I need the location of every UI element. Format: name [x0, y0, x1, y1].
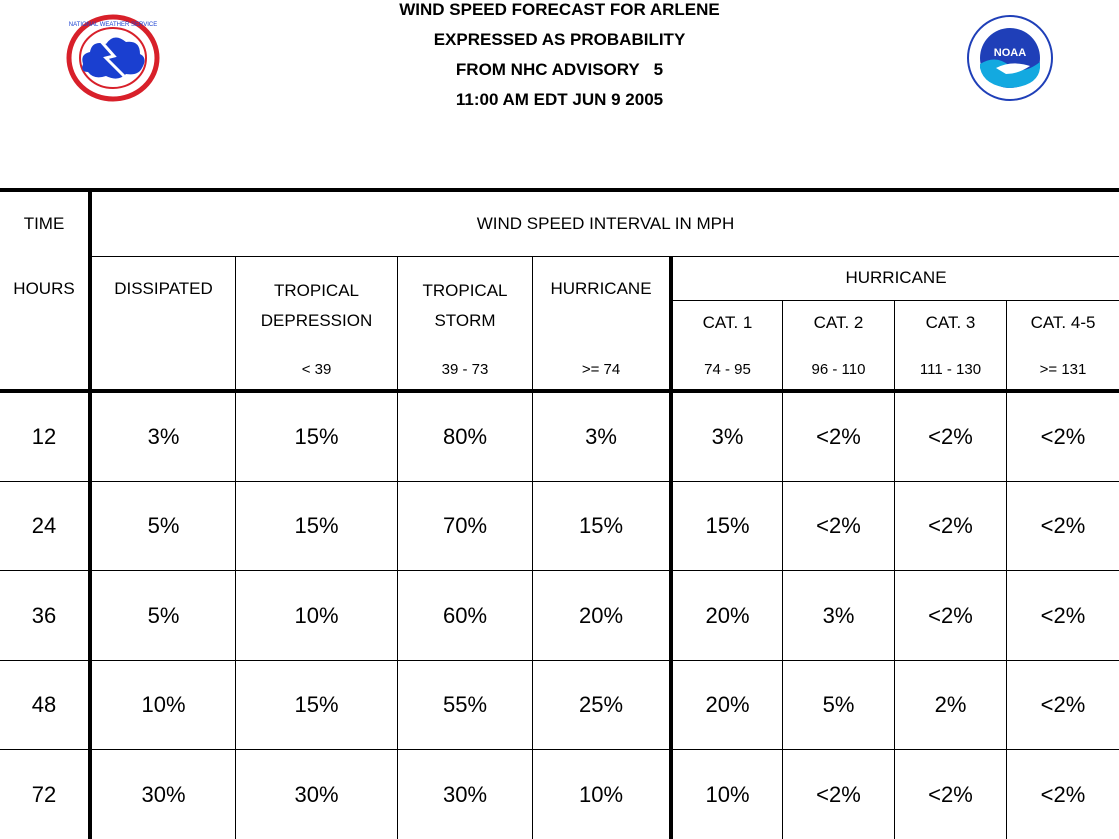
probability-cell: 10% — [141, 692, 186, 717]
hours-header: HOURS — [13, 279, 75, 298]
probability-cell: <2% — [928, 781, 973, 807]
cat45-range: >= 131 — [1039, 360, 1087, 378]
probability-cell: <2% — [816, 424, 861, 449]
td-header-line1: TROPICAL — [273, 281, 360, 300]
probability-cell: 80% — [442, 424, 488, 449]
probability-cell: <2% — [1040, 602, 1086, 628]
hours-cell: 36 — [31, 602, 57, 628]
probability-cell: <2% — [1040, 513, 1086, 538]
cat2-range: 96 - 110 — [811, 360, 866, 378]
cat1-range: 74 - 95 — [704, 360, 751, 378]
td-header-line2: DEPRESSION — [260, 311, 373, 330]
cat2-header: CAT. 2 — [813, 313, 864, 332]
probability-cell: <2% — [928, 513, 973, 538]
nws-ring-text: NATIONAL WEATHER SERVICE — [68, 22, 158, 28]
ts-header-line1: TROPICAL — [422, 281, 508, 300]
probability-cell: 5% — [147, 602, 180, 628]
probability-cell: 30% — [442, 781, 488, 807]
probability-cell: 5% — [147, 513, 180, 538]
header-divider — [90, 256, 1119, 257]
time-header: TIME — [23, 214, 65, 233]
title-line-4: 11:00 AM EDT JUN 9 2005 — [455, 90, 664, 109]
probability-cell: 30% — [141, 781, 186, 807]
probability-cell: <2% — [1040, 424, 1086, 449]
probability-cell: 10% — [578, 781, 624, 807]
probability-cell: 15% — [705, 513, 750, 538]
title-line-2: EXPRESSED AS PROBABILITY — [433, 30, 686, 49]
hurricane-range: >= 74 — [581, 360, 621, 378]
probability-cell: <2% — [928, 602, 973, 628]
probability-cell: 3% — [585, 424, 617, 449]
probability-cell: 20% — [705, 602, 750, 628]
probability-cell: 2% — [934, 692, 967, 717]
probability-cell: 15% — [294, 513, 339, 538]
td-range: < 39 — [301, 360, 332, 378]
probability-cell: <2% — [816, 513, 861, 538]
probability-cell: <2% — [1040, 781, 1086, 807]
probability-cell: <2% — [928, 424, 973, 449]
probability-cell: 60% — [442, 602, 488, 628]
interval-header: WIND SPEED INTERVAL IN MPH — [476, 214, 735, 233]
probability-cell: <2% — [1040, 692, 1086, 717]
probability-cell: 55% — [442, 692, 488, 717]
probability-cell: 25% — [578, 692, 624, 717]
probability-cell: 30% — [294, 781, 339, 807]
probability-cell: <2% — [816, 781, 861, 807]
noaa-text: NOAA — [993, 47, 1027, 59]
hours-cell: 24 — [31, 513, 57, 538]
hurricane-header: HURRICANE — [550, 279, 652, 298]
cat3-range: 111 - 130 — [919, 360, 982, 378]
ts-range: 39 - 73 — [441, 360, 489, 378]
hurricane-group-divider — [672, 300, 1119, 301]
hurricane-group-header: HURRICANE — [845, 268, 947, 287]
probability-cell: 10% — [705, 781, 750, 807]
probability-cell: 3% — [147, 424, 180, 449]
dissipated-header: DISSIPATED — [114, 279, 213, 298]
probability-cell: 20% — [705, 692, 750, 717]
probability-cell: 15% — [294, 692, 339, 717]
ts-header-line2: STORM — [434, 311, 496, 330]
title-line-1: WIND SPEED FORECAST FOR ARLENE — [399, 0, 720, 19]
hours-cell: 48 — [31, 692, 57, 717]
cat45-header: CAT. 4-5 — [1030, 313, 1096, 332]
probability-cell: 3% — [711, 424, 744, 449]
probability-cell: 3% — [822, 602, 855, 628]
probability-cell: 70% — [442, 513, 488, 538]
hours-cell: 72 — [31, 781, 57, 807]
probability-cell: 5% — [822, 692, 855, 717]
probability-cell: 15% — [578, 513, 624, 538]
cat3-header: CAT. 3 — [925, 313, 976, 332]
probability-cell: 20% — [578, 602, 624, 628]
cat1-header: CAT. 1 — [702, 313, 753, 332]
probability-cell: 10% — [294, 602, 339, 628]
title-line-3: FROM NHC ADVISORY 5 — [455, 60, 664, 79]
hours-cell: 12 — [31, 424, 57, 449]
probability-cell: 15% — [294, 424, 339, 449]
